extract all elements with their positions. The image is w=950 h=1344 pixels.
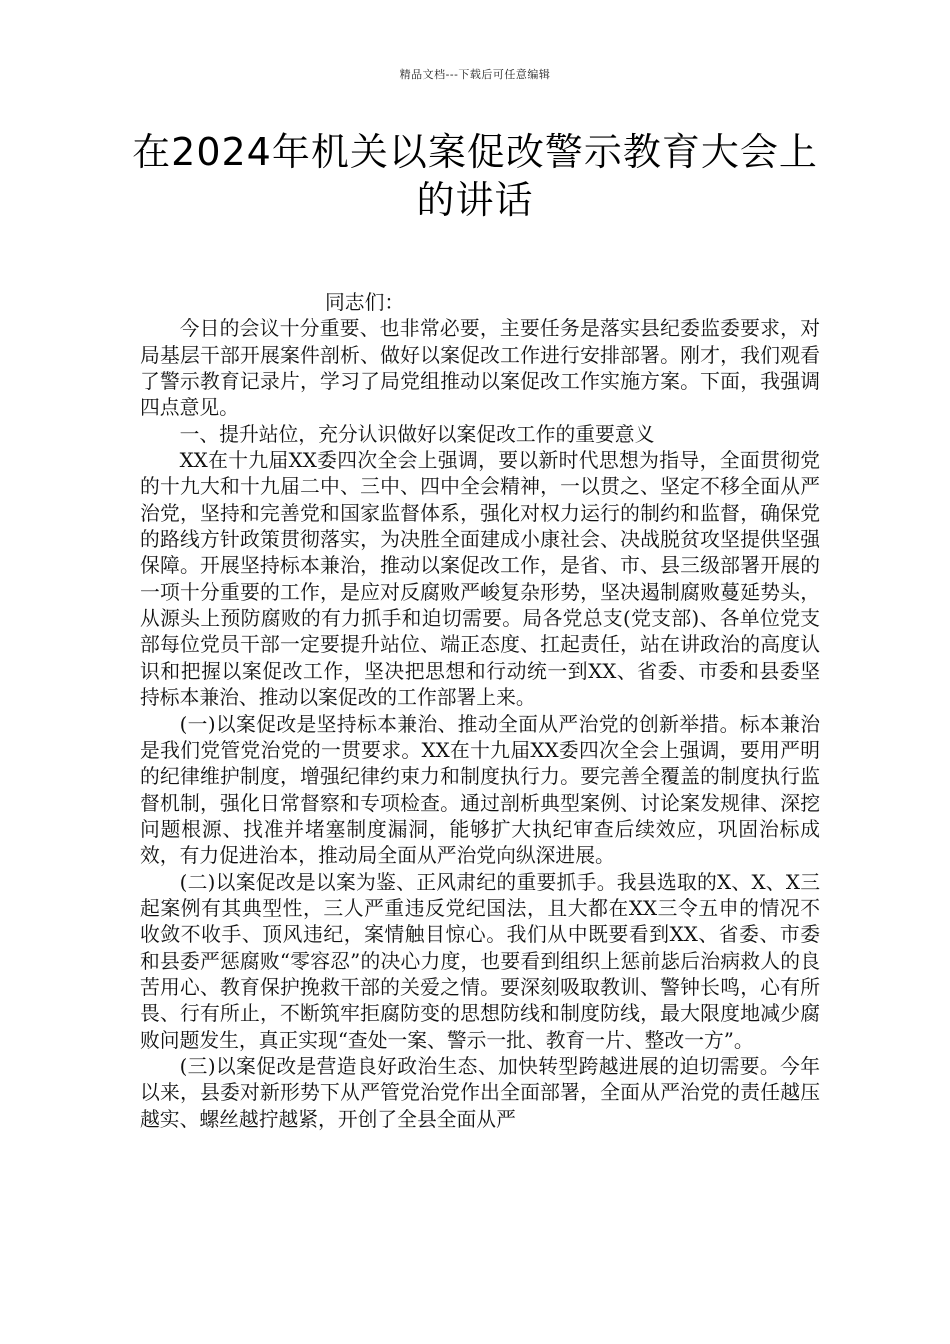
document-body [140,290,820,1133]
section-heading-1: 一、提升站位，充分认识做好以案促改工作的重要意义 [179,422,655,446]
paragraph: (二)以案促改是以案为鉴、正风肃纪的重要抓手。我县选取的X、X、X三起案例有其典型性，三人严重违反党纪国法，且大都在XX三令五申的情况不收敛不收手、顶风违纪，案情触目惊心。我们从中既要看到XX、省委、市委和县委严惩腐败“零容忍”的决心力度，也要看到组织上惩前毖后治病救人的良苦用心、教育保护挽救干部的关爱之情。要深刻吸取教训、警钟长鸣，心有所畏、行有所止，不断筑牢拒腐防变的思想防线和制度防线，最大限度地减少腐败问题发生，真正实现“查处一案、警示一批、教育一片、整改一方”。 [140,870,820,1052]
paragraph: (三)以案促改是营造良好政治生态、加快转型跨越进展的迫切需要。今年以来，县委对新形势下从严管党治党作出全面部署，全面从严治党的责任越压越实、螺丝越拧越紧，开创了全县全面从严 [140,1054,820,1131]
document-title: 在2024年机关以案促改警示教育大会上的讲话 [132,130,818,222]
paragraph: XX在十九届XX委四次全会上强调，要以新时代思想为指导，全面贯彻党的十九大和十九届二中、三中、四中全会精神，一以贯之、坚定不移全面从严治党，坚持和完善党和国家监督体系，强化对权力运行的制约和监督，确保党的路线方针政策贯彻落实，为决胜全面建成小康社会、决战脱贫攻坚提供坚强保障。开展坚持标本兼治，推动以案促改工作，是省、市、县三级部署开展的一项十分重要的工作，是应对反腐败严峻复杂形势，坚决遏制腐败蔓延势头，从源头上预防腐败的有力抓手和迫切需要。局各党总支(党支部)、各单位党支部每位党员干部一定要提升站位、端正态度、扛起责任，站在讲政治的高度认识和把握以案促改工作，坚决把思想和行动统一到XX、省委、市委和县委坚持标本兼治、推动以案促改的工作部署上来。 [140,449,820,710]
salutation: 同志们： [325,291,405,314]
paragraph-intro: 今日的会议十分重要、也非常必要，主要任务是落实县纪委监委要求，对局基层干部开展案件剖析、做好以案促改工作进行安排部署。刚才，我们观看了警示教育记录片，学习了局党组推动以案促改工作实施方案。下面，我强调四点意见。 [140,317,820,420]
paragraph: (一)以案促改是坚持标本兼治、推动全面从严治党的创新举措。标本兼治是我们党管党治党的一贯要求。XX在十九届XX委四次全会上强调，要用严明的纪律维护制度，增强纪律约束力和制度执行力。要完善全覆盖的制度执行监督机制，强化日常督察和专项检查。通过剖析典型案例、讨论案发规律、深挖问题根源、找准并堵塞制度漏洞，能够扩大执纪审查后续效应，巩固治标成效，有力促进治本，推动局全面从严治党向纵深进展。 [140,712,820,868]
header-note: 精品文档---下载后可任意编辑 [399,68,551,81]
